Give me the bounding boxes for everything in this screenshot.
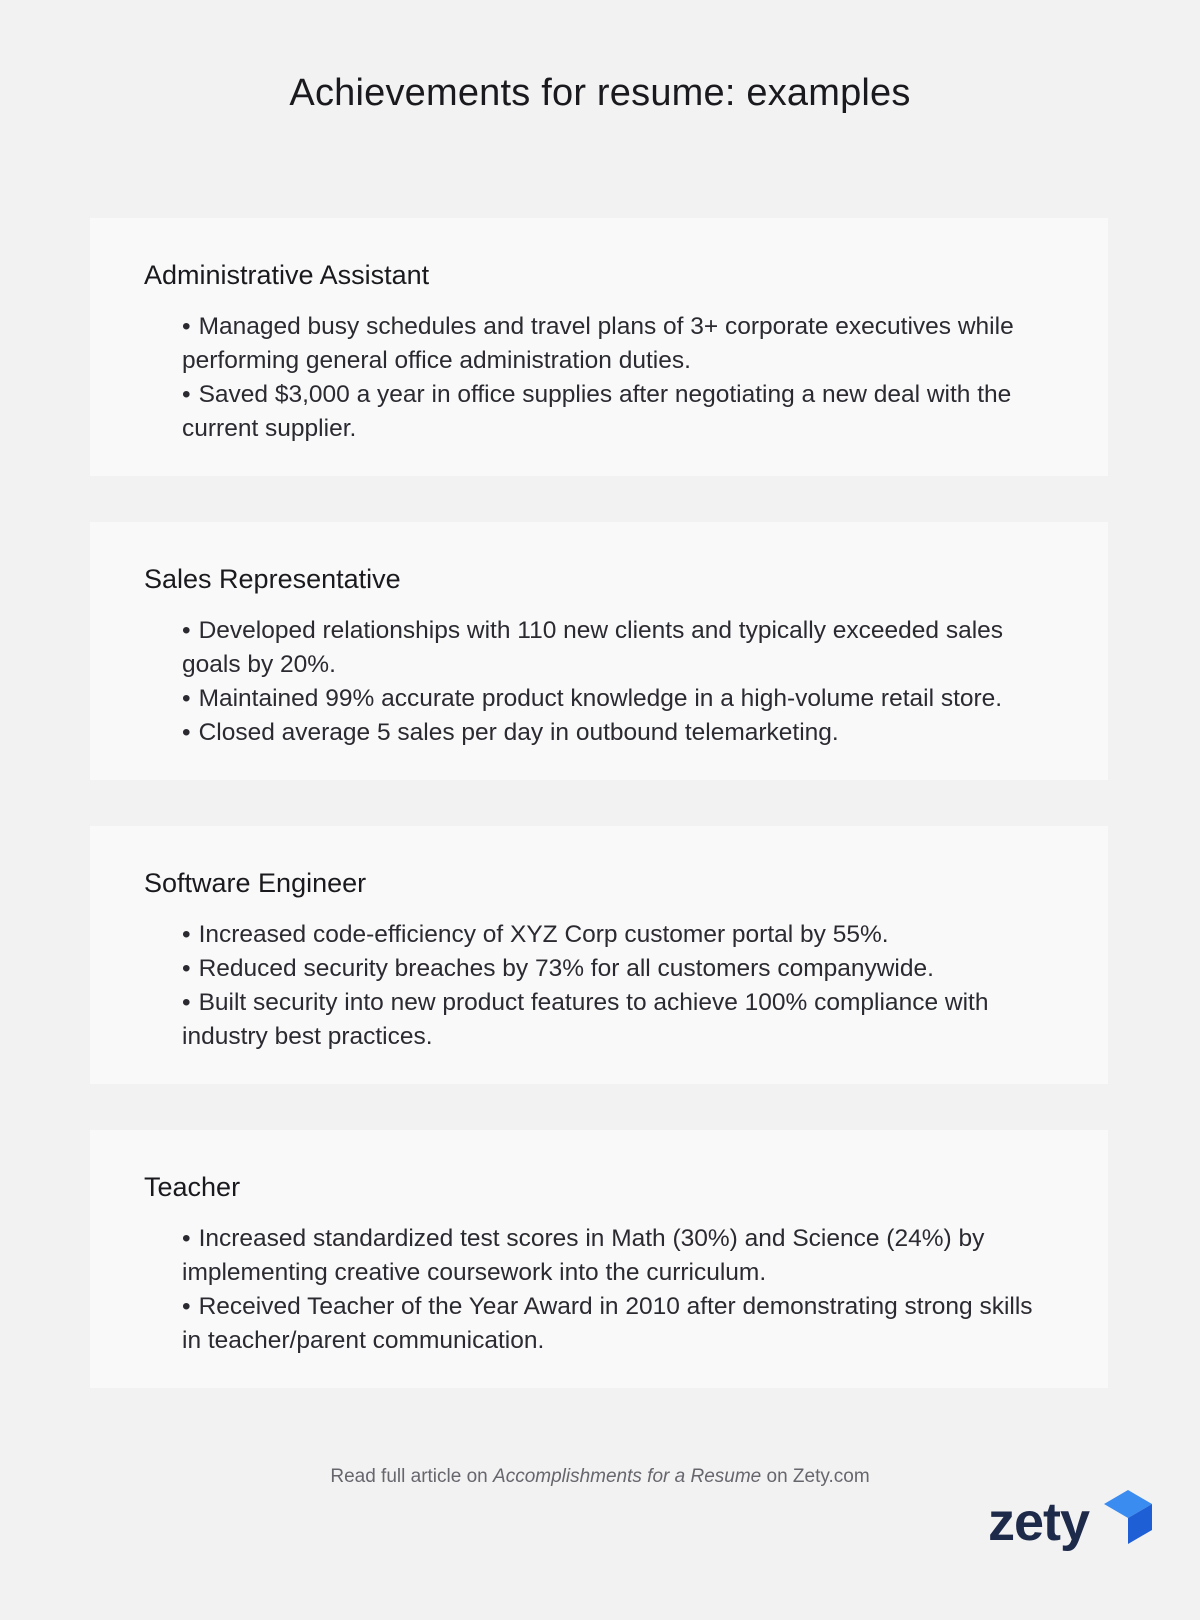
bullet-item: • Managed busy schedules and travel plans of 3+ corporate executives while performing general office administration duties. [182,310,1052,378]
card-title: Software Engineer [144,868,367,898]
example-card-sales-representative [90,522,1108,780]
bullet-item: • Received Teacher of the Year Award in 2010 after demonstrating strong skills in teacher/parent communication. [182,1290,1052,1358]
example-card-software-engineer [90,826,1108,1084]
bullet-item: • Maintained 99% accurate product knowledge in a high-volume retail store. [182,682,1052,716]
bullet-list [144,918,1052,1054]
bullet-item: • Increased standardized test scores in Math (30%) and Science (24%) by implementing creative coursework into the curriculum. [182,1222,1052,1290]
card-title: Teacher [144,1172,241,1202]
zety-logo[interactable] [988,1490,1152,1562]
bullet-item: • Increased code-efficiency of XYZ Corp customer portal by 55%. [182,918,1052,952]
bullet-item: • Saved $3,000 a year in office supplies after negotiating a new deal with the current supplier. [182,378,1052,446]
bullet-item: • Developed relationships with 110 new clients and typically exceeded sales goals by 20%. [182,614,1052,682]
page-title: Achievements for resume: examples [289,72,911,114]
examples-list [90,218,1108,1388]
example-card-teacher [90,1130,1108,1388]
footer-article-link[interactable]: Accomplishments for a Resume [493,1466,762,1487]
zety-logo-icon [1104,1490,1152,1548]
brand-name: zety [988,1492,1090,1552]
footer-prefix: Read full article on [330,1466,494,1487]
bullet-list [144,614,1052,750]
bullet-item: • Closed average 5 sales per day in outbound telemarketing. [182,716,1052,750]
bullet-list [144,310,1052,446]
card-title: Sales Representative [144,564,401,594]
bullet-list [144,1222,1052,1358]
bullet-item: • Built security into new product features to achieve 100% compliance with industry best practices. [182,986,1052,1054]
card-title: Administrative Assistant [144,260,430,290]
example-card-administrative-assistant [90,218,1108,476]
footer-note [0,1466,1200,1488]
footer-suffix: on Zety.com [761,1466,870,1487]
bullet-item: • Reduced security breaches by 73% for all customers companywide. [182,952,1052,986]
